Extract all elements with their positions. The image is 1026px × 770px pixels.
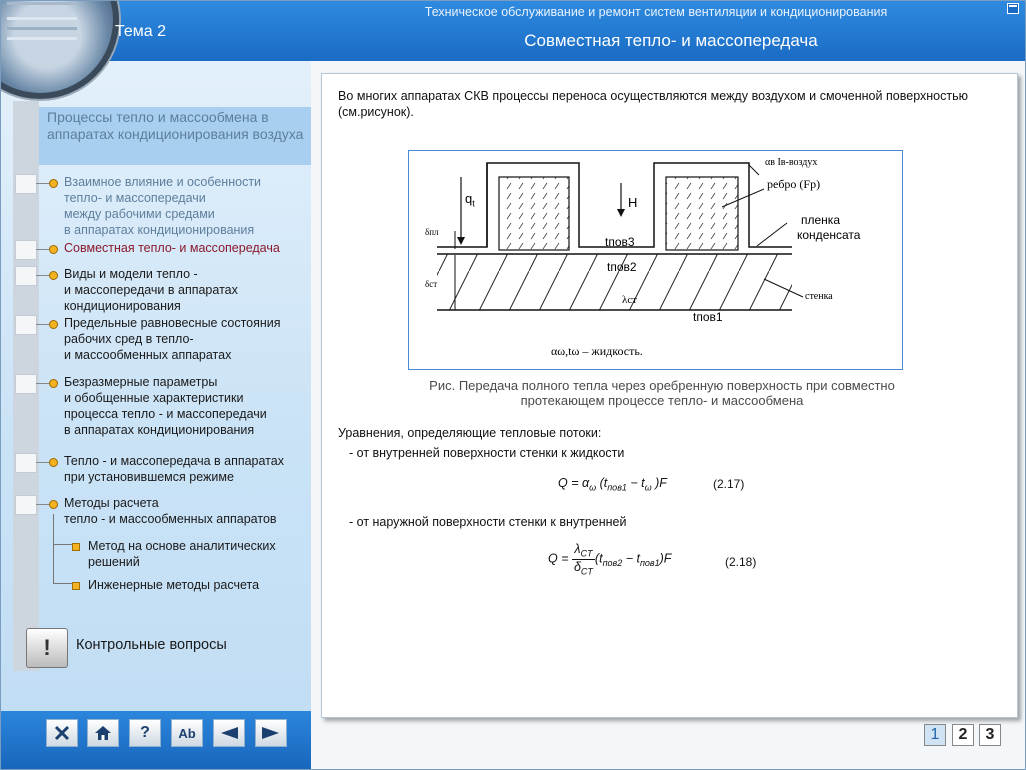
label-delta-wall: δст (425, 279, 438, 289)
label-line: между рабочими средами (64, 207, 215, 221)
connector-line (36, 275, 50, 276)
label-line: и массопередачи в аппаратах (64, 283, 238, 297)
item-checkbox (15, 315, 37, 335)
label-h: H (628, 195, 638, 210)
bullet-icon (49, 458, 58, 467)
item-checkbox (15, 453, 37, 473)
label-qt-sub: t (472, 198, 475, 209)
connector-line (36, 183, 50, 184)
connector-line (36, 249, 50, 250)
label-qt-main: q (465, 191, 473, 206)
label-line: при установившемся режиме (64, 470, 234, 484)
label-fin: ребро (Fр) (767, 177, 821, 191)
back-button[interactable] (213, 719, 245, 747)
sidebar-item-label (64, 453, 284, 485)
label-line: Взаимное влияние и особенности (64, 175, 262, 189)
connector-line (36, 383, 50, 384)
label-line: и обобщенные характеристики (64, 391, 244, 405)
label-lambda-wall: λст (622, 294, 638, 306)
label-film-line1: пленка (801, 213, 840, 227)
sidebar-item-label (64, 266, 238, 314)
home-button[interactable] (87, 719, 119, 747)
tree-line (53, 514, 54, 584)
label-line: решений (88, 555, 140, 569)
tree-line (53, 544, 73, 545)
intro-paragraph: Во многих аппаратах СКВ процессы переноса осуществляются между воздухом и смоченной поверхностью (см.рисунок). (338, 89, 968, 119)
glossary-button[interactable] (171, 719, 203, 747)
close-icon (53, 724, 71, 742)
bottom-toolbar (1, 711, 311, 769)
label-wall: стенка (805, 291, 833, 302)
minimize-window-icon[interactable] (1007, 3, 1019, 14)
label-line: кондиционирования (64, 299, 181, 313)
figure-diagram (409, 151, 902, 369)
item-checkbox (15, 240, 37, 260)
label-line: и массообменных аппаратах (64, 348, 232, 362)
equation-2-label: - от наружной поверхности стенки к внутренней (349, 515, 627, 529)
label-t-surface-2: tпов2 (607, 260, 637, 274)
label-line: Виды и модели тепло - (64, 267, 198, 281)
label-line: Безразмерные параметры (64, 375, 218, 389)
forward-arrow-icon (260, 725, 282, 741)
page-button-1[interactable]: 1 (924, 724, 946, 746)
bullet-square-icon (72, 543, 80, 551)
label-line: в аппаратах кондиционирования (64, 423, 255, 437)
figure-caption: Рис. Передача полного тепла через оребренную поверхность при совместно протекающем процессе тепло- и массообмена (429, 378, 895, 408)
equation-2-17: $Q = \alpha_\omega$ ($t_{пов1} - t_\omega$ )F (558, 476, 667, 493)
label-alpha-air: αв Iв-воздух (765, 157, 818, 168)
bullet-icon (49, 320, 58, 329)
bullet-icon (49, 245, 58, 254)
sidebar-item-label (64, 240, 280, 256)
bullet-icon (49, 271, 58, 280)
help-button[interactable] (129, 719, 161, 747)
sidebar-item-label (64, 174, 261, 238)
label-line: Тепло - и массопередача в аппаратах (64, 454, 284, 468)
connector-line (36, 324, 50, 325)
item-checkbox (15, 495, 37, 515)
label-line: Инженерные методы расчета (88, 578, 260, 592)
sidebar-item-label (64, 315, 281, 363)
label-liquid: αω,tω – жидкость. (551, 344, 643, 358)
glossary-icon: Ab (178, 725, 196, 741)
bullet-icon (49, 179, 58, 188)
forward-button[interactable] (255, 719, 287, 747)
item-checkbox (15, 174, 37, 194)
label-line: в аппаратах кондиционирования (64, 223, 255, 237)
sidebar-subitem-label (88, 538, 276, 570)
label-line: Метод на основе аналитических (88, 539, 276, 553)
bullet-square-icon (72, 582, 80, 590)
label-delta-film: δпл (425, 227, 439, 237)
equation-2-18: Q = $\frac{\lambda_{CT}}{\delta_{CT}}$ $(t_{пов2} - t_{пов1})F$ (548, 542, 672, 576)
page-button-2[interactable]: 2 (952, 724, 974, 746)
label-t-surface-3: tпов3 (605, 235, 635, 249)
label-qt (465, 191, 475, 209)
section-title (39, 107, 311, 165)
label-line: Предельные равновесные состояния (64, 316, 281, 330)
sidebar-subitem-label (88, 577, 259, 593)
sidebar-item-label (64, 374, 267, 438)
label-t-surface-1: tпов1 (693, 310, 723, 324)
label-line: тепло - и массообменных аппаратов (64, 512, 277, 526)
connector-line (36, 462, 50, 463)
page-title: Совместная тепло- и массопередача (524, 31, 818, 50)
equation-2-17-number: (2.17) (713, 477, 745, 491)
bullet-icon (49, 500, 58, 509)
bullet-icon (49, 379, 58, 388)
fraction: $\frac{\lambda_{CT}}{\delta_{CT}}$ (573, 542, 593, 576)
section-title-text: Процессы тепло и массообмена в аппаратах кондиционирования воздуха (47, 109, 304, 142)
label-line: процесса тепло - и массопередачи (64, 407, 267, 421)
tree-line (53, 583, 73, 584)
heat-transfer-figure (408, 150, 903, 370)
equations-heading: Уравнения, определяющие тепловые потоки: (338, 426, 602, 440)
equation-2-18-number: (2.18) (725, 555, 757, 569)
label-film-line2: конденсата (797, 228, 861, 242)
control-questions-link[interactable]: Контрольные вопросы (76, 637, 227, 653)
label-line: тепло- и массопередачи (64, 191, 206, 205)
close-button[interactable] (46, 719, 78, 747)
content-panel (321, 73, 1018, 718)
course-subtitle: Техническое обслуживание и ремонт систем вентиляции и кондиционирования (424, 5, 888, 19)
topic-label: Тема 2 (115, 23, 167, 40)
item-checkbox (15, 266, 37, 286)
label-line: Методы расчета (64, 496, 159, 510)
label-line: Совместная тепло- и массопередача (64, 241, 280, 255)
item-checkbox (15, 374, 37, 394)
warning-icon[interactable]: ! (26, 628, 68, 668)
equation-1-label: - от внутренней поверхности стенки к жидкости (349, 446, 625, 460)
help-icon: ? (140, 724, 150, 741)
home-icon (93, 724, 113, 742)
label-line: рабочих сред в тепло- (64, 332, 194, 346)
page-button-3[interactable]: 3 (979, 724, 1001, 746)
sidebar-item-label (64, 495, 277, 527)
back-arrow-icon (218, 725, 240, 741)
connector-line (36, 504, 50, 505)
